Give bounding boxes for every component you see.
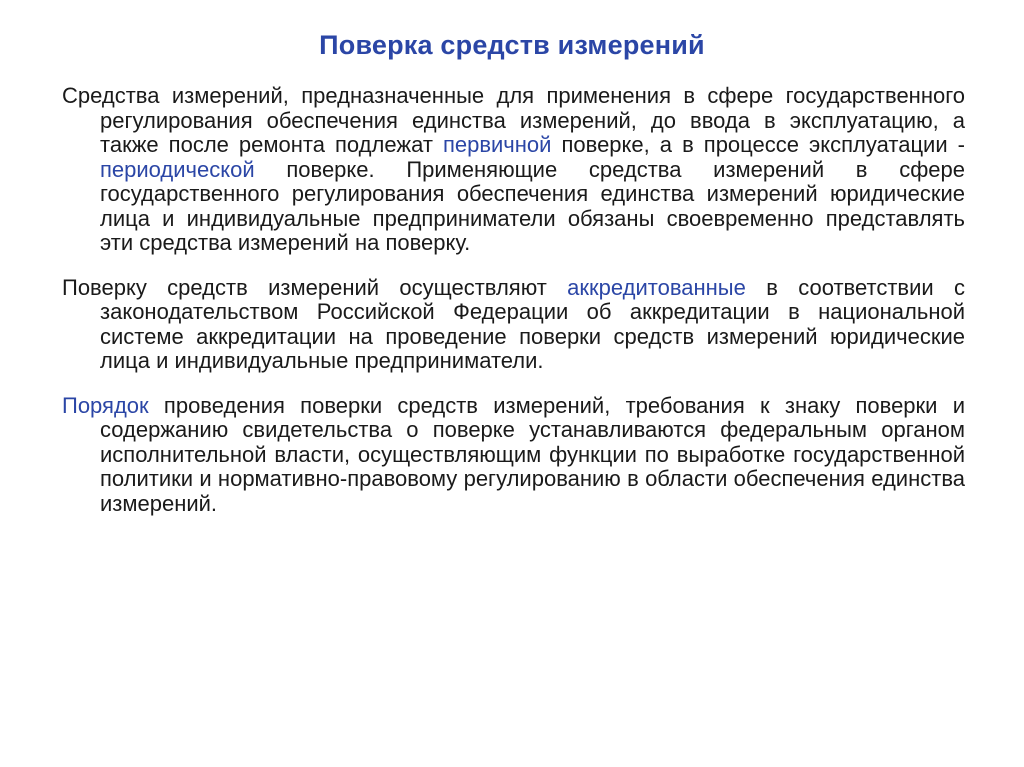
text-run: поверке. Применяющие средства измерений в сфере государственного регулирования обеспечения единства измерений юридические лица и индивидуальные предприниматели обязаны своевременно представлять эти средства измерений на поверку. [100,156,965,255]
slide-title: Поверка средств измерений [319,30,705,60]
paragraph-accredited-entities [62,276,965,374]
paragraph-verification-procedure [62,394,965,517]
text-run: в соответствии с законодательством Российской Федерации об аккредитации в национальной системе аккредитации на проведение поверки средств измерений юридические лица и индивидуальные предприниматели. [100,274,966,373]
highlight-term-primary: первичной [442,132,552,157]
text-run: Средства измерений, предназначенные для применения в сфере государственного регулирования обеспечения единства измерений, до ввода в эксплуатацию, а также после ремонта подлежат [62,83,965,157]
paragraph-primary-verification [62,84,965,256]
text-run: проведения поверки средств измерений, требования к знаку поверки и содержанию свидетельства о поверке устанавливаются федеральным органом исполнительной власти, осуществляющим функции по выработке государственной политики и нормативно-правовому регулированию в области обеспечения единства измерений. [100,392,965,516]
slide-body [62,84,965,536]
highlight-term-periodic: периодической [100,156,255,182]
text-run: поверке, а в процессе эксплуатации - [551,132,965,157]
highlight-term-procedure: Порядок [62,392,149,418]
highlight-term-accredited: аккредитованные [567,274,746,300]
text-run: Поверку средств измерений осуществляют [62,274,568,300]
